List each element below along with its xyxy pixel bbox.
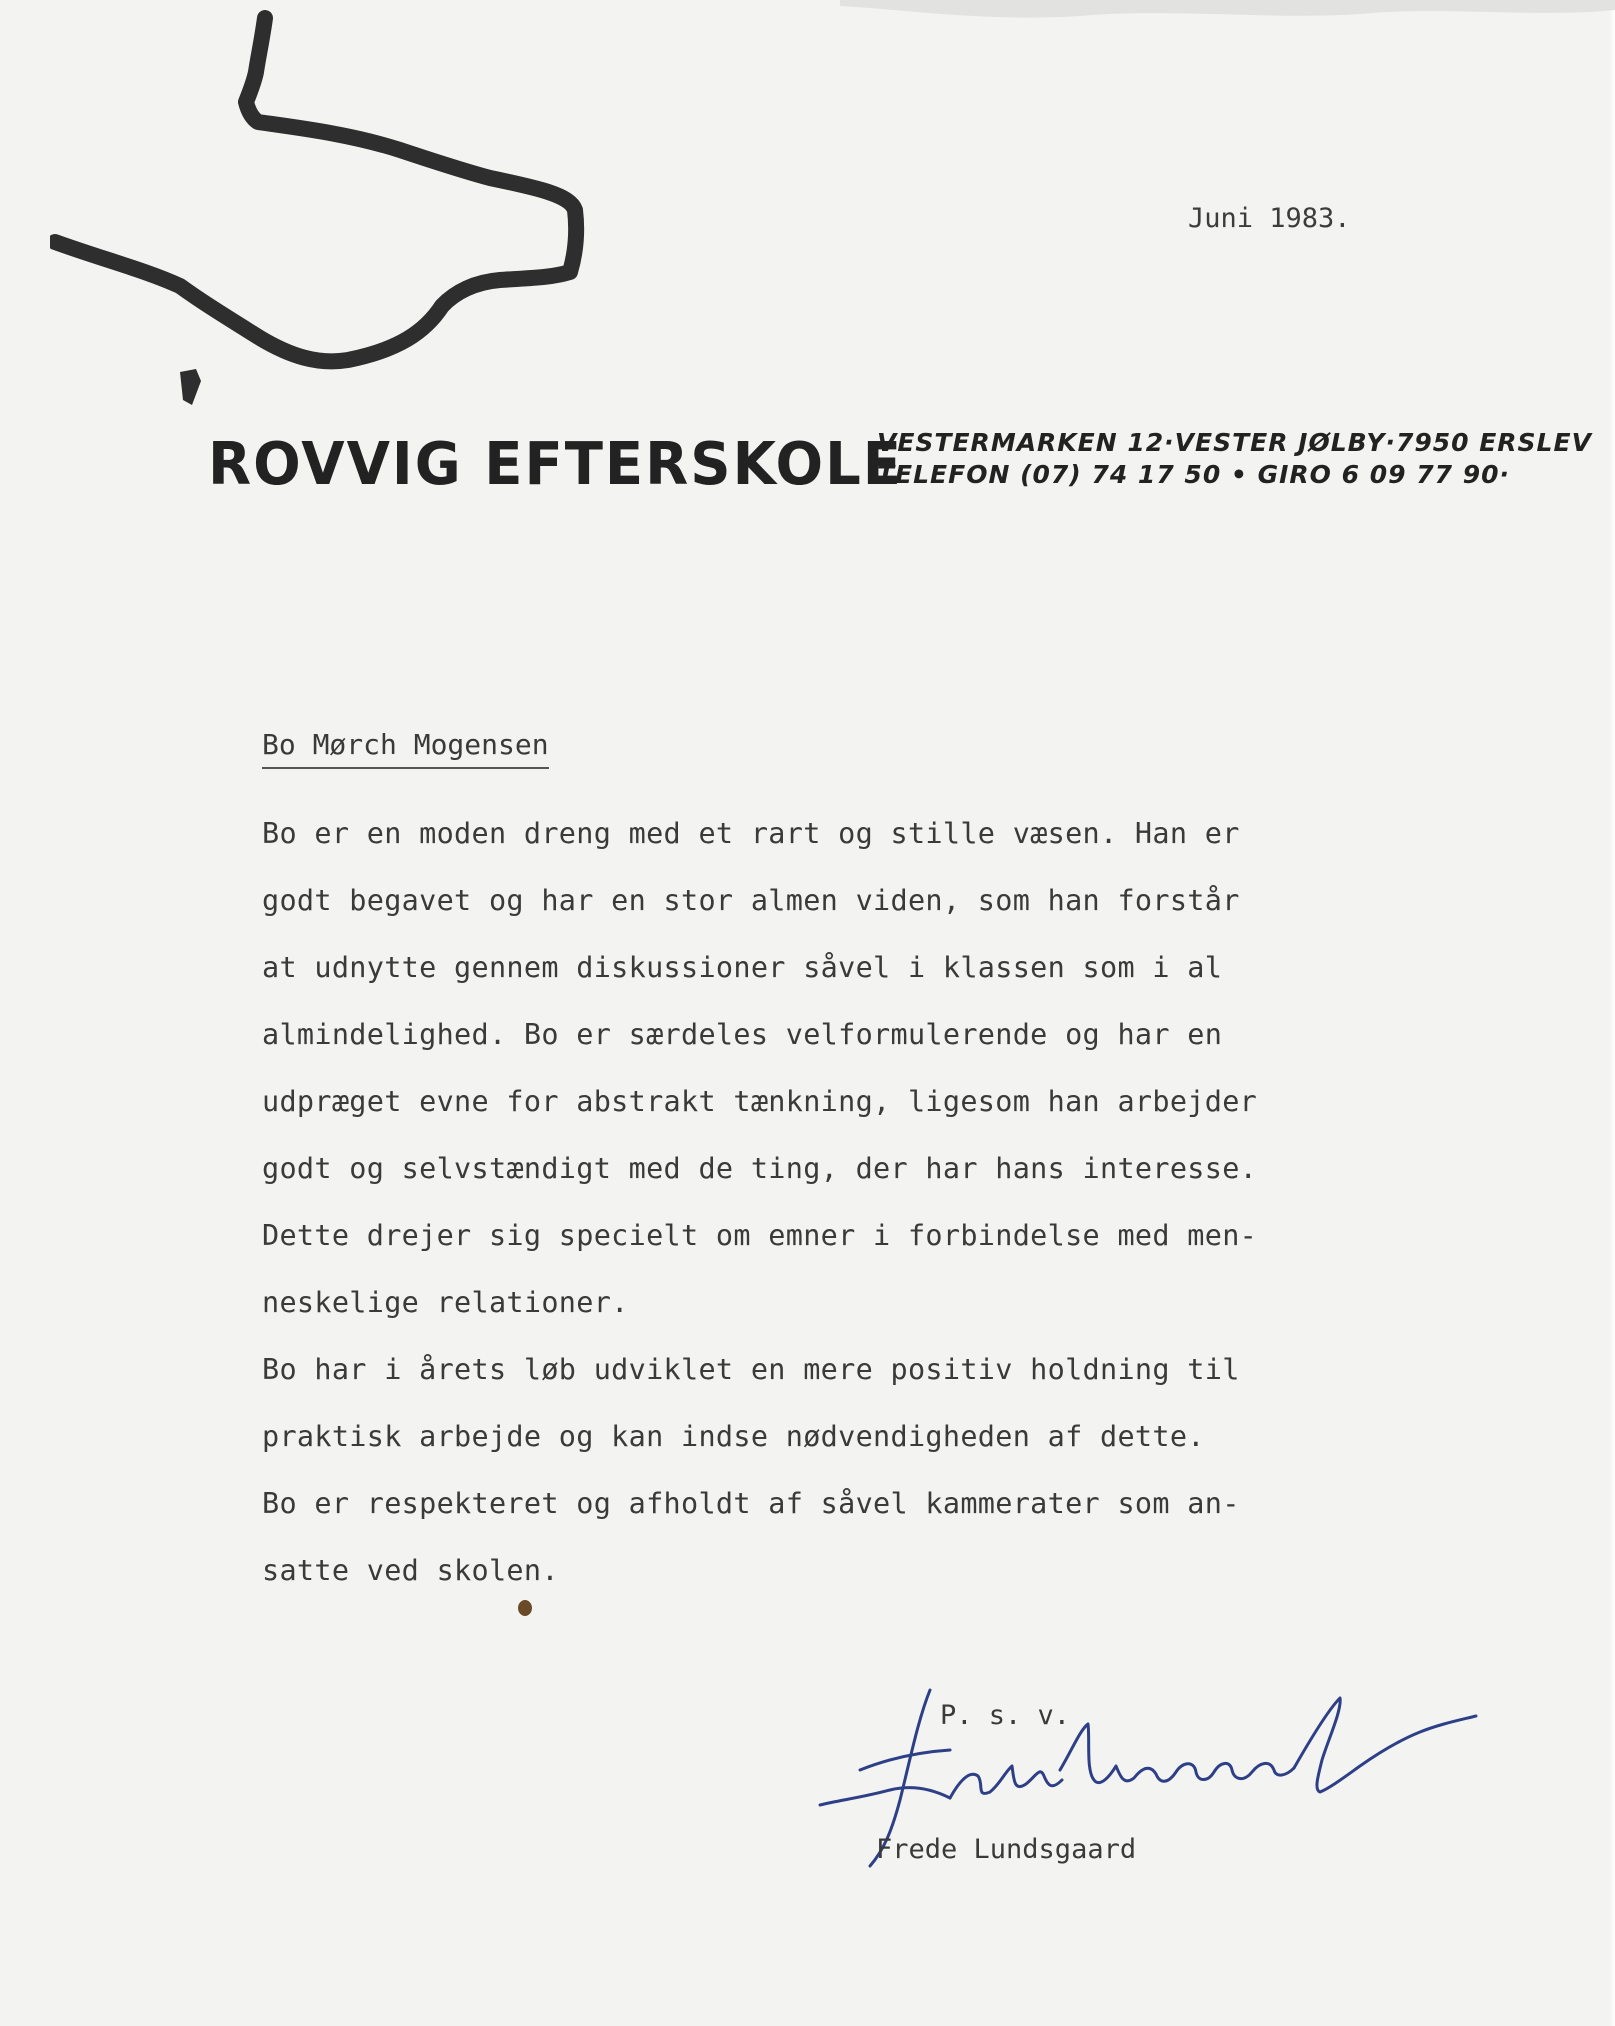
body-line: godt og selvstændigt med de ting, der har hans interesse. [262, 1152, 1258, 1185]
paper-edge [1609, 0, 1615, 2026]
recipient-name: Bo Mørch Mogensen [262, 728, 549, 769]
body-line: godt begavet og har en stor almen viden, som han forstår [262, 884, 1240, 917]
body-line: Bo er respekteret og afholdt af såvel kammerater som an- [262, 1487, 1240, 1520]
torn-top-edge [840, 0, 1615, 22]
signer-name: Frede Lundsgaard [876, 1834, 1137, 1865]
body-line: satte ved skolen. [262, 1554, 559, 1587]
body-line: praktisk arbejde og kan indse nødvendigheden af dette. [262, 1420, 1205, 1453]
body-line: almindelighed. Bo er særdeles velformulerende og har en [262, 1018, 1223, 1051]
paper-speck [518, 1600, 532, 1616]
body-line: Bo er en moden dreng med et rart og stille væsen. Han er [262, 817, 1240, 850]
body-line: at udnytte gennem diskussioner såvel i klassen som i al [262, 951, 1223, 984]
school-logo-mark [50, 10, 610, 410]
body-line: neskelige relationer. [262, 1286, 629, 1319]
school-name: ROVVIG EFTERSKOLE [208, 430, 904, 499]
letter-body [262, 812, 1462, 1616]
letter-date: Juni 1983. [1188, 203, 1351, 234]
closing-psv: P. s. v. [940, 1700, 1071, 1731]
body-line: Bo har i årets løb udviklet en mere positiv holdning til [262, 1353, 1240, 1386]
body-line: udpræget evne for abstrakt tænkning, ligesom han arbejder [262, 1085, 1258, 1118]
body-line: Dette drejer sig specielt om emner i forbindelse med men- [262, 1219, 1258, 1252]
school-contact: TELEFON (07) 74 17 50 • GIRO 6 09 77 90· [877, 460, 1511, 489]
school-address: VESTERMARKEN 12·VESTER JØLBY·7950 ERSLEV [877, 428, 1592, 457]
